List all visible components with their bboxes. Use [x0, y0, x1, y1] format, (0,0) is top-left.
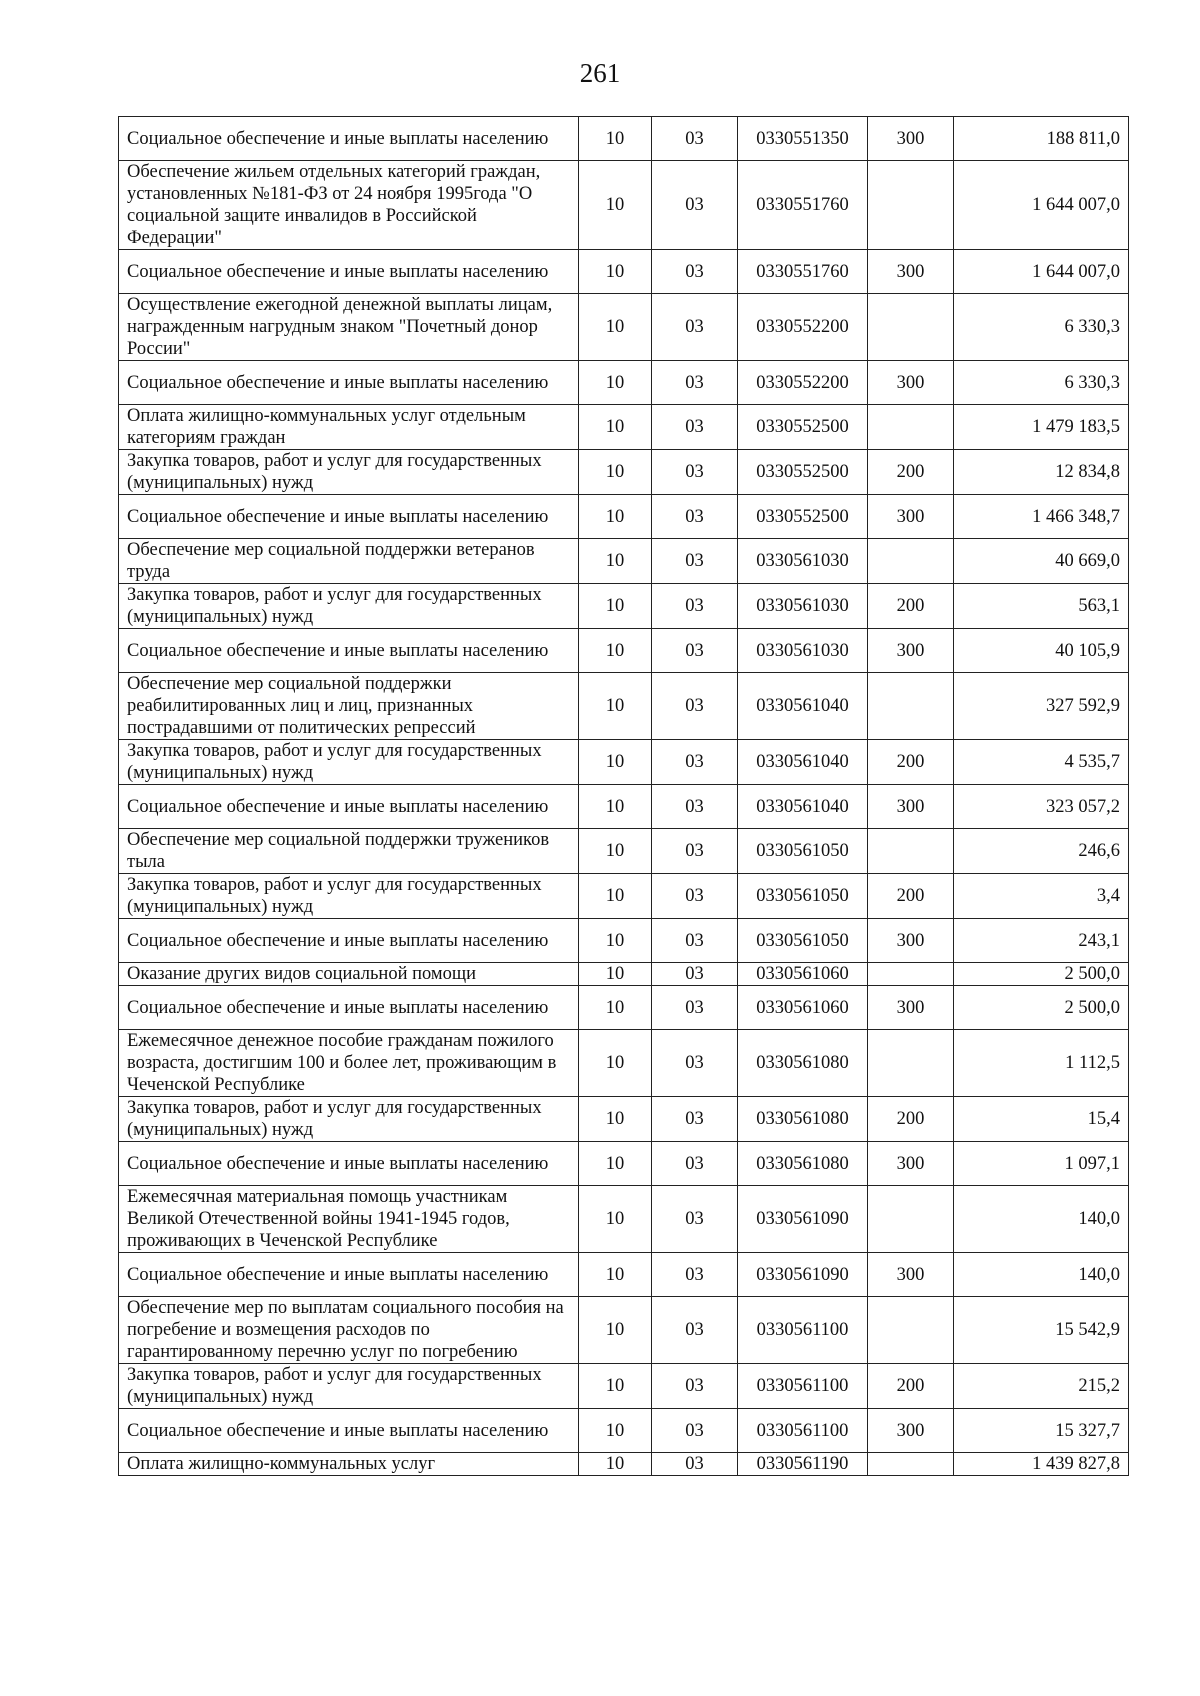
table-row [119, 117, 1129, 161]
row-amount: 6 330,3 [954, 361, 1129, 405]
row-expense-type: 300 [868, 1253, 954, 1297]
row-expense-type: 300 [868, 1409, 954, 1453]
row-target-code: 0330561080 [738, 1097, 868, 1142]
row-section: 10 [579, 963, 652, 986]
row-expense-type [868, 405, 954, 450]
row-subsection: 03 [652, 361, 738, 405]
row-subsection: 03 [652, 1097, 738, 1142]
row-expense-type: 200 [868, 740, 954, 785]
row-name: Закупка товаров, работ и услуг для государственных (муниципальных) нужд [119, 740, 579, 785]
row-section: 10 [579, 161, 652, 250]
row-name: Обеспечение мер социальной поддержки реабилитированных лиц и лиц, признанных пострадавшими от политических репрессий [119, 673, 579, 740]
row-subsection: 03 [652, 495, 738, 539]
row-section: 10 [579, 1297, 652, 1364]
row-section: 10 [579, 874, 652, 919]
row-section: 10 [579, 1364, 652, 1409]
row-name: Ежемесячное денежное пособие гражданам пожилого возраста, достигшим 100 и более лет, проживающим в Чеченской Республике [119, 1030, 579, 1097]
row-name: Социальное обеспечение и иные выплаты населению [119, 1409, 579, 1453]
row-section: 10 [579, 405, 652, 450]
row-expense-type: 200 [868, 1364, 954, 1409]
row-expense-type: 300 [868, 986, 954, 1030]
row-amount: 2 500,0 [954, 986, 1129, 1030]
row-name: Обеспечение мер по выплатам социального пособия на погребение и возмещения расходов по гарантированному перечню услуг по погребению [119, 1297, 579, 1364]
row-amount: 15,4 [954, 1097, 1129, 1142]
row-section: 10 [579, 250, 652, 294]
row-subsection: 03 [652, 294, 738, 361]
table-row [119, 1409, 1129, 1453]
row-section: 10 [579, 673, 652, 740]
row-subsection: 03 [652, 1186, 738, 1253]
row-subsection: 03 [652, 1409, 738, 1453]
row-amount: 140,0 [954, 1186, 1129, 1253]
row-name: Социальное обеспечение и иные выплаты населению [119, 250, 579, 294]
row-name: Социальное обеспечение и иные выплаты населению [119, 1142, 579, 1186]
table-row [119, 1186, 1129, 1253]
row-target-code: 0330552200 [738, 294, 868, 361]
budget-table-body [119, 117, 1129, 1476]
budget-table [118, 116, 1129, 1476]
row-subsection: 03 [652, 963, 738, 986]
row-target-code: 0330561080 [738, 1030, 868, 1097]
row-subsection: 03 [652, 584, 738, 629]
row-amount: 4 535,7 [954, 740, 1129, 785]
row-expense-type: 200 [868, 874, 954, 919]
row-expense-type [868, 829, 954, 874]
row-subsection: 03 [652, 250, 738, 294]
row-expense-type: 300 [868, 629, 954, 673]
row-amount: 1 644 007,0 [954, 250, 1129, 294]
row-section: 10 [579, 450, 652, 495]
table-row [119, 294, 1129, 361]
row-expense-type: 300 [868, 250, 954, 294]
row-section: 10 [579, 629, 652, 673]
row-name: Социальное обеспечение и иные выплаты населению [119, 117, 579, 161]
row-name: Социальное обеспечение и иные выплаты населению [119, 495, 579, 539]
row-amount: 3,4 [954, 874, 1129, 919]
row-target-code: 0330561040 [738, 673, 868, 740]
row-name: Закупка товаров, работ и услуг для государственных (муниципальных) нужд [119, 874, 579, 919]
row-name: Закупка товаров, работ и услуг для государственных (муниципальных) нужд [119, 1364, 579, 1409]
row-amount: 327 592,9 [954, 673, 1129, 740]
row-name: Социальное обеспечение и иные выплаты населению [119, 986, 579, 1030]
table-row [119, 986, 1129, 1030]
row-subsection: 03 [652, 117, 738, 161]
table-row [119, 161, 1129, 250]
row-name: Социальное обеспечение и иные выплаты населению [119, 1253, 579, 1297]
row-amount: 2 500,0 [954, 963, 1129, 986]
row-subsection: 03 [652, 785, 738, 829]
row-name: Осуществление ежегодной денежной выплаты лицам, награжденным нагрудным знаком "Почетный донор России" [119, 294, 579, 361]
row-amount: 40 105,9 [954, 629, 1129, 673]
row-section: 10 [579, 1453, 652, 1476]
row-section: 10 [579, 740, 652, 785]
row-amount: 1 479 183,5 [954, 405, 1129, 450]
row-section: 10 [579, 294, 652, 361]
row-amount: 15 542,9 [954, 1297, 1129, 1364]
row-target-code: 0330552200 [738, 361, 868, 405]
row-expense-type [868, 294, 954, 361]
row-subsection: 03 [652, 161, 738, 250]
table-row [119, 1453, 1129, 1476]
row-section: 10 [579, 785, 652, 829]
row-target-code: 0330561030 [738, 629, 868, 673]
row-expense-type [868, 963, 954, 986]
row-expense-type [868, 1030, 954, 1097]
row-target-code: 0330561060 [738, 986, 868, 1030]
row-section: 10 [579, 495, 652, 539]
table-row [119, 919, 1129, 963]
row-expense-type [868, 1453, 954, 1476]
row-subsection: 03 [652, 673, 738, 740]
row-name: Оплата жилищно-коммунальных услуг [119, 1453, 579, 1476]
row-target-code: 0330561100 [738, 1297, 868, 1364]
row-subsection: 03 [652, 1297, 738, 1364]
row-expense-type [868, 1297, 954, 1364]
row-target-code: 0330561100 [738, 1364, 868, 1409]
row-target-code: 0330552500 [738, 450, 868, 495]
table-row [119, 1253, 1129, 1297]
row-target-code: 0330561100 [738, 1409, 868, 1453]
row-target-code: 0330561090 [738, 1253, 868, 1297]
row-amount: 6 330,3 [954, 294, 1129, 361]
row-name: Ежемесячная материальная помощь участникам Великой Отечественной войны 1941-1945 годов, проживающих в Чеченской Республике [119, 1186, 579, 1253]
row-subsection: 03 [652, 450, 738, 495]
row-name: Обеспечение мер социальной поддержки тружеников тыла [119, 829, 579, 874]
row-name: Оказание других видов социальной помощи [119, 963, 579, 986]
row-expense-type: 300 [868, 1142, 954, 1186]
row-amount: 1 644 007,0 [954, 161, 1129, 250]
row-target-code: 0330561050 [738, 874, 868, 919]
table-row [119, 450, 1129, 495]
row-expense-type: 300 [868, 785, 954, 829]
table-row [119, 250, 1129, 294]
row-amount: 1 097,1 [954, 1142, 1129, 1186]
row-subsection: 03 [652, 829, 738, 874]
row-section: 10 [579, 539, 652, 584]
table-row [119, 539, 1129, 584]
row-target-code: 0330552500 [738, 495, 868, 539]
row-expense-type [868, 1186, 954, 1253]
row-amount: 1 466 348,7 [954, 495, 1129, 539]
table-row [119, 829, 1129, 874]
row-target-code: 0330552500 [738, 405, 868, 450]
row-target-code: 0330551760 [738, 161, 868, 250]
row-subsection: 03 [652, 1453, 738, 1476]
row-subsection: 03 [652, 1364, 738, 1409]
row-section: 10 [579, 1142, 652, 1186]
row-subsection: 03 [652, 919, 738, 963]
row-target-code: 0330561190 [738, 1453, 868, 1476]
row-target-code: 0330561040 [738, 740, 868, 785]
row-amount: 12 834,8 [954, 450, 1129, 495]
row-amount: 246,6 [954, 829, 1129, 874]
row-amount: 323 057,2 [954, 785, 1129, 829]
table-row [119, 785, 1129, 829]
table-row [119, 874, 1129, 919]
row-subsection: 03 [652, 1253, 738, 1297]
row-amount: 15 327,7 [954, 1409, 1129, 1453]
row-target-code: 0330561060 [738, 963, 868, 986]
row-name: Обеспечение жильем отдельных категорий граждан, установленных №181-ФЗ от 24 ноября 1995года "О социальной защите инвалидов в Российской Федерации" [119, 161, 579, 250]
row-target-code: 0330551760 [738, 250, 868, 294]
row-amount: 1 439 827,8 [954, 1453, 1129, 1476]
row-section: 10 [579, 986, 652, 1030]
row-target-code: 0330561090 [738, 1186, 868, 1253]
row-name: Закупка товаров, работ и услуг для государственных (муниципальных) нужд [119, 1097, 579, 1142]
row-name: Социальное обеспечение и иные выплаты населению [119, 919, 579, 963]
table-row [119, 1297, 1129, 1364]
row-subsection: 03 [652, 1142, 738, 1186]
row-expense-type [868, 539, 954, 584]
row-name: Социальное обеспечение и иные выплаты населению [119, 361, 579, 405]
row-section: 10 [579, 117, 652, 161]
row-target-code: 0330561050 [738, 919, 868, 963]
row-expense-type: 300 [868, 919, 954, 963]
row-name: Оплата жилищно-коммунальных услуг отдельным категориям граждан [119, 405, 579, 450]
row-section: 10 [579, 1253, 652, 1297]
row-name: Социальное обеспечение и иные выплаты населению [119, 785, 579, 829]
row-subsection: 03 [652, 629, 738, 673]
table-row [119, 1097, 1129, 1142]
row-subsection: 03 [652, 874, 738, 919]
row-subsection: 03 [652, 740, 738, 785]
row-subsection: 03 [652, 405, 738, 450]
row-amount: 140,0 [954, 1253, 1129, 1297]
row-section: 10 [579, 919, 652, 963]
row-target-code: 0330561030 [738, 539, 868, 584]
row-expense-type [868, 673, 954, 740]
row-amount: 243,1 [954, 919, 1129, 963]
row-amount: 1 112,5 [954, 1030, 1129, 1097]
row-amount: 188 811,0 [954, 117, 1129, 161]
table-row [119, 740, 1129, 785]
table-row [119, 584, 1129, 629]
table-row [119, 1142, 1129, 1186]
row-section: 10 [579, 1097, 652, 1142]
row-subsection: 03 [652, 539, 738, 584]
row-name: Социальное обеспечение и иные выплаты населению [119, 629, 579, 673]
row-target-code: 0330551350 [738, 117, 868, 161]
page-number: 261 [579, 58, 621, 88]
row-target-code: 0330561040 [738, 785, 868, 829]
row-expense-type: 300 [868, 117, 954, 161]
table-row [119, 963, 1129, 986]
row-name: Закупка товаров, работ и услуг для государственных (муниципальных) нужд [119, 584, 579, 629]
row-expense-type: 300 [868, 495, 954, 539]
row-expense-type: 200 [868, 1097, 954, 1142]
row-section: 10 [579, 829, 652, 874]
row-expense-type: 200 [868, 584, 954, 629]
row-section: 10 [579, 361, 652, 405]
row-expense-type: 300 [868, 361, 954, 405]
table-row [119, 495, 1129, 539]
table-row [119, 1364, 1129, 1409]
row-target-code: 0330561080 [738, 1142, 868, 1186]
table-row [119, 1030, 1129, 1097]
row-target-code: 0330561030 [738, 584, 868, 629]
row-amount: 215,2 [954, 1364, 1129, 1409]
row-amount: 563,1 [954, 584, 1129, 629]
row-target-code: 0330561050 [738, 829, 868, 874]
row-section: 10 [579, 584, 652, 629]
row-expense-type: 200 [868, 450, 954, 495]
table-row [119, 405, 1129, 450]
row-section: 10 [579, 1186, 652, 1253]
row-subsection: 03 [652, 1030, 738, 1097]
row-section: 10 [579, 1409, 652, 1453]
row-name: Закупка товаров, работ и услуг для государственных (муниципальных) нужд [119, 450, 579, 495]
row-amount: 40 669,0 [954, 539, 1129, 584]
table-row [119, 361, 1129, 405]
table-row [119, 673, 1129, 740]
row-section: 10 [579, 1030, 652, 1097]
row-expense-type [868, 161, 954, 250]
table-row [119, 629, 1129, 673]
row-name: Обеспечение мер социальной поддержки ветеранов труда [119, 539, 579, 584]
row-subsection: 03 [652, 986, 738, 1030]
